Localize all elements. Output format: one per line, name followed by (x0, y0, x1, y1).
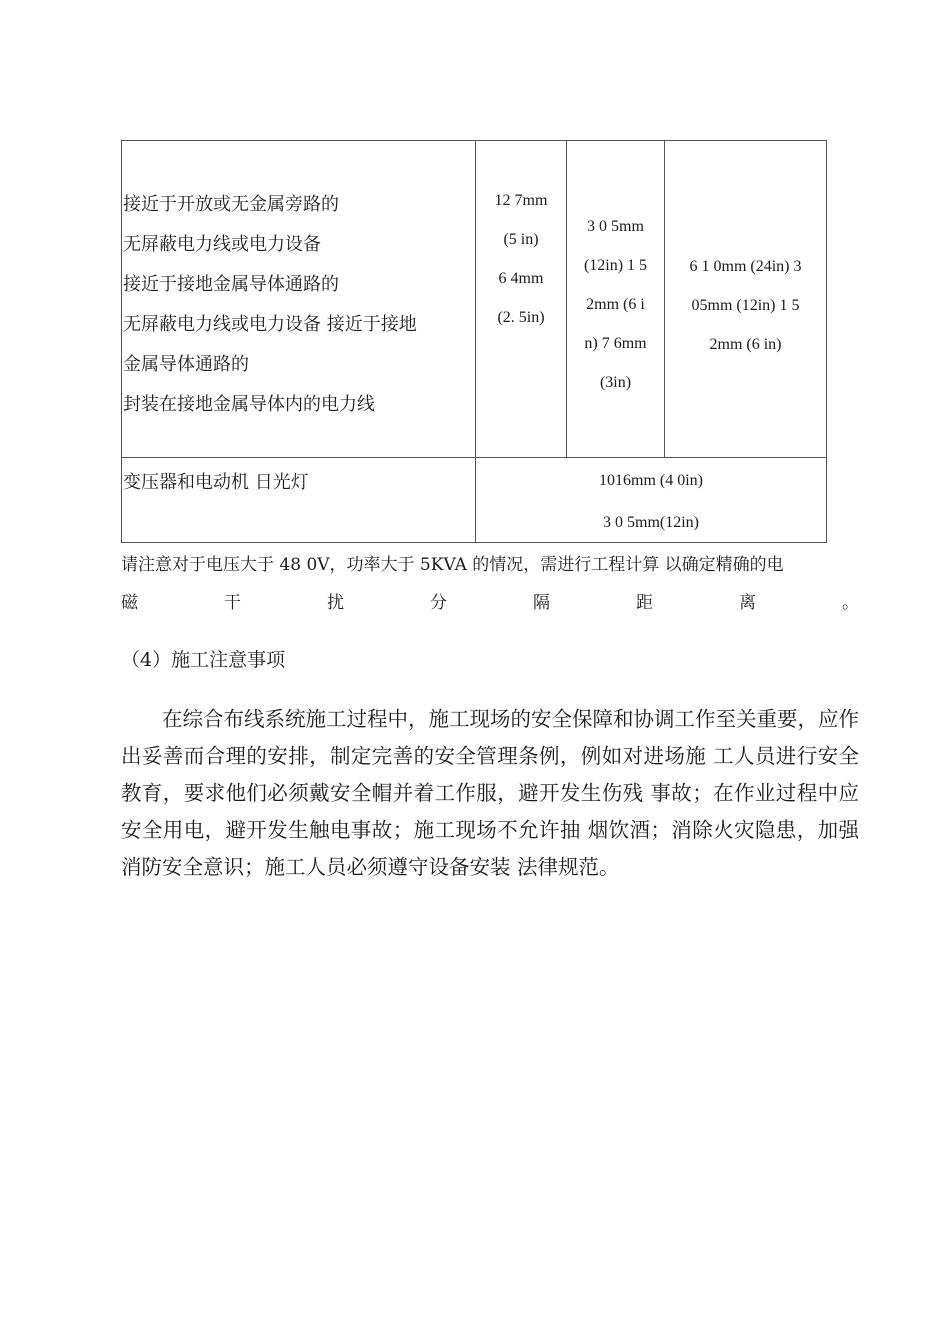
table-cell-distance-mid (567, 141, 665, 458)
distance-line: (12in) 1 5 (583, 257, 648, 274)
condition-line: 无屏蔽电力线或电力设备 (123, 234, 321, 255)
table-cell-distance-low (476, 141, 567, 458)
distance-line: 6 1 0mm (24in) 3 (689, 258, 802, 275)
table-row (122, 458, 827, 543)
distance-line: (3in) (599, 374, 632, 391)
distance-line: (2. 5in) (497, 309, 545, 326)
distance-line: 2mm (6 i (586, 296, 645, 313)
table-cell-conditions (122, 141, 476, 458)
note-char: 离 (739, 593, 756, 613)
distance-line: 3 0 5mm(12in) (603, 514, 699, 531)
condition-line: 封装在接地金属导体内的电力线 (123, 394, 375, 415)
equipment-label: 变压器和电动机 日光灯 (123, 472, 309, 493)
note-line: 请注意对于电压大于 48 0V，功率大于 5KVA 的情况，需进行工程计算 以确定精确的电 (121, 555, 784, 575)
condition-line: 接近于接地金属导体通路的 (123, 274, 339, 295)
table-cell-equipment-distance (476, 458, 827, 543)
table-cell-equipment (122, 458, 476, 543)
separation-distance-table (121, 140, 827, 543)
note-char: 干 (224, 593, 241, 613)
distance-line: n) 7 6mm (584, 335, 647, 352)
table-row (122, 141, 827, 458)
section-paragraph: 在综合布线系统施工过程中，施工现场的安全保障和协调工作至关重要，应作出妥善而合理的安排，制定完善的安全管理条例，例如对进场施 工人员进行安全教育，要求他们必须戴安全帽并着工作服，避开发生伤残 事故；在作业过程中应安全用电，避开发生触电事故；施工现场不允许抽 烟饮酒；消除火灾隐患，加强消防安全意识；施工人员必须遵守设备安装 法律规范。 (121, 706, 859, 879)
note-char: 分 (430, 593, 447, 613)
note-char: 磁 (121, 593, 138, 613)
condition-line: 接近于开放或无金属旁路的 (123, 194, 339, 215)
table-cell-distance-high (665, 141, 827, 458)
condition-line: 无屏蔽电力线或电力设备 接近于接地 (123, 314, 417, 335)
distance-line: 6 4mm (498, 270, 544, 287)
note-line-spread (121, 584, 859, 622)
distance-line: 12 7mm (494, 192, 548, 209)
section-heading: （4）施工注意事项 (121, 649, 286, 671)
note-char: 扰 (327, 593, 344, 613)
distance-line: 05mm (12in) 1 5 (691, 297, 800, 314)
distance-line: 2mm (6 in) (709, 336, 782, 353)
note-char: 。 (842, 593, 859, 613)
engineering-note (121, 546, 859, 622)
distance-line: 3 0 5mm (587, 218, 644, 235)
distance-line: (5 in) (503, 231, 539, 248)
note-char: 隔 (533, 593, 550, 613)
note-char: 距 (636, 593, 653, 613)
distance-line: 1016mm (4 0in) (599, 472, 703, 489)
condition-line: 金属导体通路的 (123, 354, 249, 375)
